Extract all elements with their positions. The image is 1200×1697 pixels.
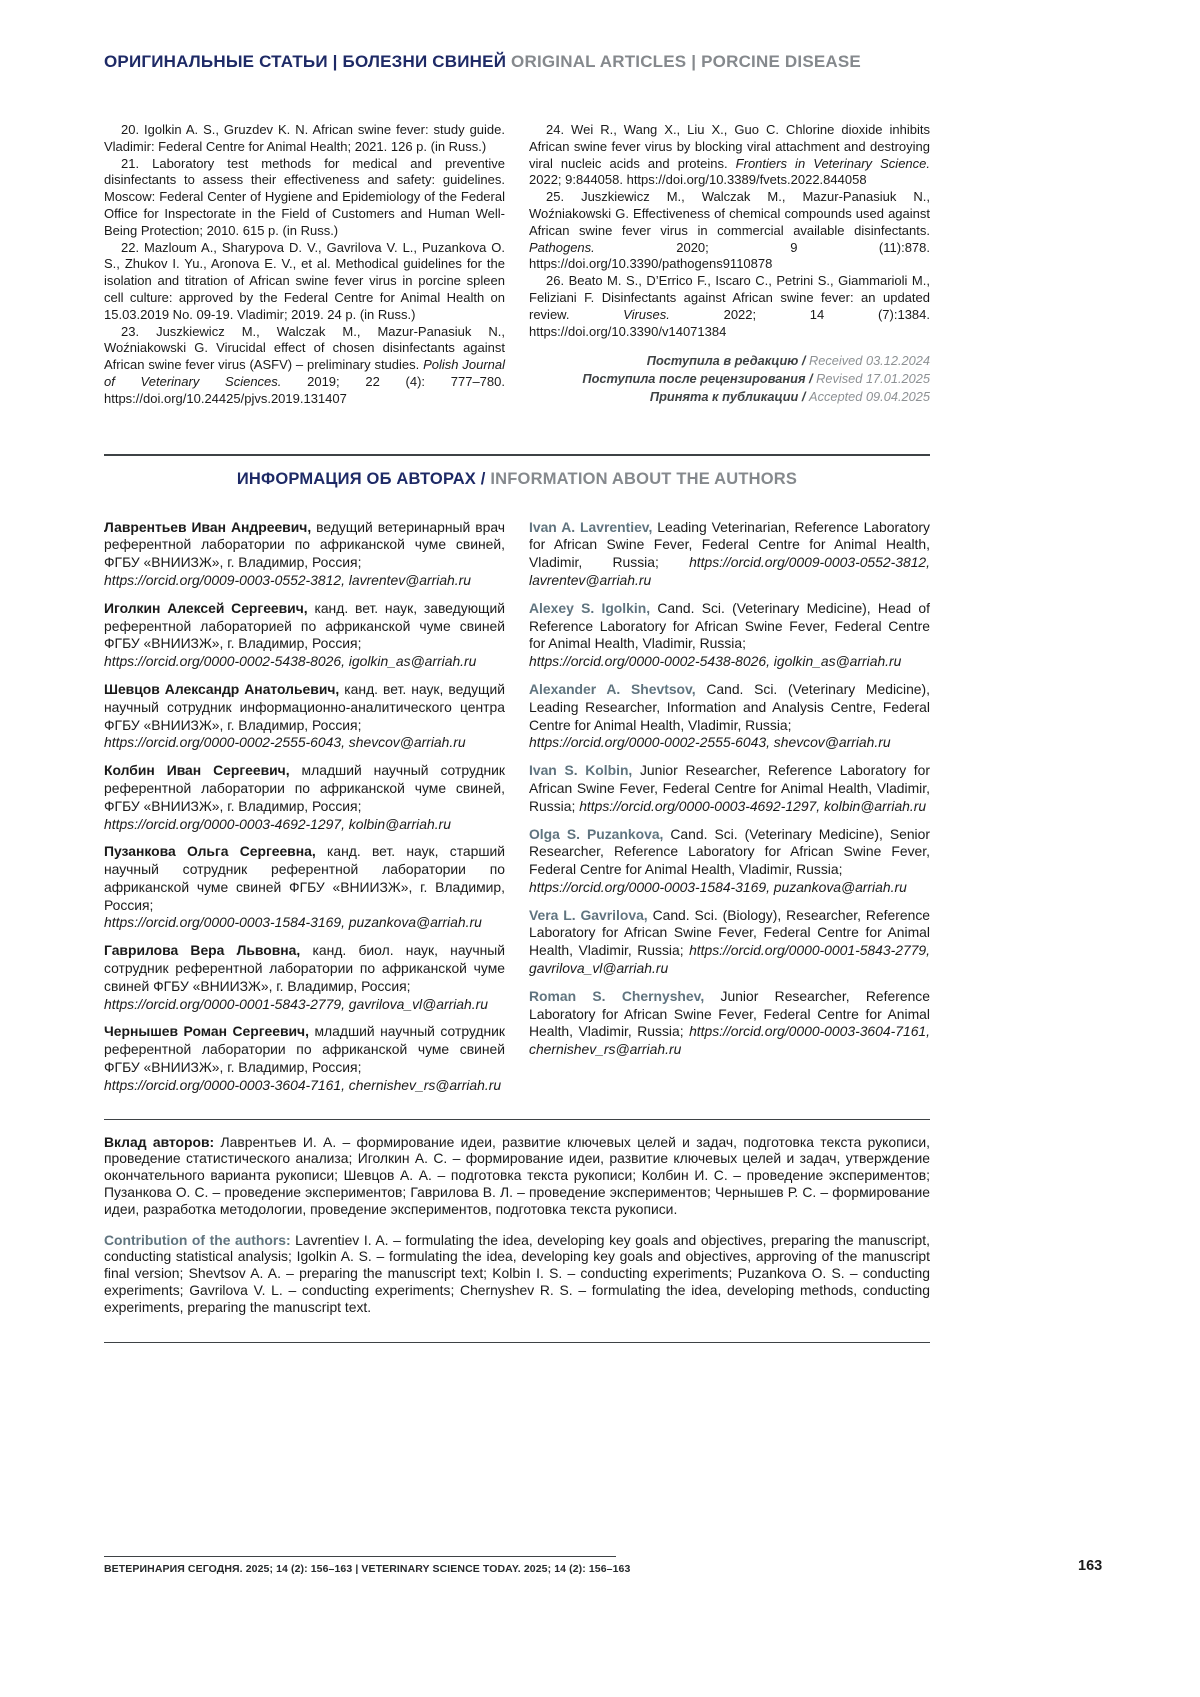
running-head: [104, 52, 930, 72]
orcid-email-link[interactable]: https://orcid.org/0000-0001-5843-2779, gavrilova_vl@arriah.ru: [104, 995, 488, 1012]
reference-item: 22. Mazloum A., Sharypova D. V., Gavrilova V. L., Puzankova O. S., Zhukov I. Yu., Aronova E. V., et al. Methodical guidelines for the isolation and titration of African swine fever virus in porcine spleen cell culture: approved by the Federal Centre for Animal Health on 15.03.2019 No. 09-19. Vladimir; 2019. 24 p. (in Russ.): [104, 239, 505, 322]
orcid-email-link[interactable]: https://orcid.org/0000-0002-2555-6043, shevcov@arriah.ru: [529, 734, 891, 751]
orcid-email-link[interactable]: https://orcid.org/0000-0003-1584-3169, puzankova@arriah.ru: [529, 878, 907, 895]
orcid-email-link[interactable]: https://orcid.org/0000-0003-3604-7161, chernishev_rs@arriah.ru: [529, 1023, 930, 1058]
author-entry: Иголкин Алексей Сергеевич, канд. вет. наук, заведующий референтной лабораторией по африканской чуме свиней ФГБУ «ВНИИЗЖ», г. Владимир, Россия; https://orcid.org/0000-0002-5438-8026, igolkin_as@arriah.ru: [104, 599, 505, 670]
date-accepted: Принята к публикации / Accepted 09.04.2025: [649, 389, 930, 405]
submission-dates: [529, 352, 930, 406]
orcid-email-link[interactable]: https://orcid.org/0009-0003-0552-3812, lavrentev@arriah.ru: [104, 571, 471, 588]
author-entry: Лаврентьев Иван Андреевич, ведущий ветеринарный врач референтной лаборатории по африканской чуме свиней, ФГБУ «ВНИИЗЖ», г. Владимир, Россия; https://orcid.org/0009-0003-0552-3812, lavrentev@arriah.ru: [104, 518, 505, 588]
authors-column-en: [529, 519, 930, 1105]
author-entry: Olga S. Puzankova, Cand. Sci. (Veterinary Medicine), Senior Researcher, Reference Laboratory for African Swine Fever, Federal Centre for Animal Health, Vladimir, Russia; https://orcid.org/0000-0003-1584-3169, puzankova@arriah.ru: [529, 825, 930, 895]
divider-above-contribution: [104, 1119, 930, 1120]
author-entry: Alexey S. Igolkin, Cand. Sci. (Veterinary Medicine), Head of Reference Laboratory for African Swine Fever, Federal Centre for Animal Health, Vladimir, Russia; https://orcid.org/0000-0002-5438-8026, igolkin_as@arriah.ru: [529, 599, 930, 670]
reference-item: 20. Igolkin A. S., Gruzdev K. N. African swine fever: study guide. Vladimir: Federal Centre for Animal Health; 2021. 126 p. (in Russ.): [104, 122, 505, 154]
contribution-paragraph-ru: Вклад авторов: Лаврентьев И. А. – формирование идеи, развитие ключевых целей и задач, подготовка текста рукописи, проведение статистического анализа; Иголкин А. С. – формирование идеи, развитие ключевых целей и задач, утверждение окончательного варианта рукописи; Шевцов А. А. – подготовка текста рукописи; Колбин И. С. – проведение экспериментов; Пузанкова О. С. – проведение экспериментов; Гаврилова В. Л. – проведение экспериментов; Чернышев Р. С. – формирование идеи, разработка методологии, проведение экспериментов, подготовка текста рукописи.: [104, 1133, 930, 1217]
author-entry: Колбин Иван Сергеевич, младший научный сотрудник референтной лаборатории по африканской чуме свиней, ФГБУ «ВНИИЗЖ», г. Владимир, Россия; https://orcid.org/0000-0003-4692-1297, kolbin@arriah.ru: [104, 762, 505, 832]
reference-item: 21. Laboratory test methods for medical and preventive disinfectants to assess their effectiveness and safety: guidelines. Moscow: Federal Center of Hygiene and Epidemiology of the Federal Office for Inspectorate in the Field of Customers and Human Well-Being Protection; 2010. 615 p. (in Russ.): [104, 155, 505, 238]
journal-footer: ВЕТЕРИНАРИЯ СЕГОДНЯ. 2025; 14 (2): 156–163 | VETERINARY SCIENCE TODAY. 2025; 14 (2): 156–163: [104, 1563, 631, 1575]
author-entry: Чернышев Роман Сергеевич, младший научный сотрудник референтной лаборатории по африканской чуме свиней ФГБУ «ВНИИЗЖ», г. Владимир, Россия; https://orcid.org/0000-0003-3604-7161, chernishev_rs@arriah.ru: [104, 1023, 505, 1093]
divider-below-contribution: [104, 1342, 930, 1343]
authors-info: [104, 519, 930, 1105]
references-right-column: [529, 122, 930, 408]
orcid-email-link[interactable]: https://orcid.org/0000-0002-5438-8026, igolkin_as@arriah.ru: [104, 653, 477, 670]
orcid-email-link[interactable]: https://orcid.org/0000-0002-5438-8026, igolkin_as@arriah.ru: [529, 653, 902, 670]
divider-above-authors: [104, 454, 930, 456]
author-entry: Ivan A. Lavrentiev, Leading Veterinarian, Reference Laboratory for African Swine Fever, Federal Centre for Animal Health, Vladimir, Russia; https://orcid.org/0009-0003-0552-3812, lavrentev@arriah.ru: [529, 518, 930, 588]
reference-item: 26. Beato M. S., D’Errico F., Iscaro C., Petrini S., Giammarioli M., Feliziani F. Disinfectants against African swine fever: an updated review. Viruses. 2022; 14 (7):1384. https://doi.org/10.3390/v14071384: [529, 273, 930, 339]
date-received: Поступила в редакцию / Received 03.12.2024: [646, 353, 930, 369]
orcid-email-link[interactable]: https://orcid.org/0000-0003-4692-1297, kolbin@arriah.ru: [579, 797, 927, 814]
authors-column-ru: [104, 519, 505, 1105]
author-entry: Alexander A. Shevtsov, Cand. Sci. (Veterinary Medicine), Leading Researcher, Information and Analysis Centre, Federal Centre for Animal Health, Vladimir, Russia; https://orcid.org/0000-0002-2555-6043, shevcov@arriah.ru: [529, 680, 930, 751]
contribution-label-ru: Вклад авторов:: [104, 1133, 215, 1150]
authors-section-title: ИНФОРМАЦИЯ ОБ АВТОРАХ / INFORMATION ABOUT THE AUTHORS: [236, 469, 798, 488]
author-entry: Vera L. Gavrilova, Cand. Sci. (Biology), Researcher, Reference Laboratory for African Swine Fever, Federal Centre for Animal Health, Vladimir, Russia; https://orcid.org/0000-0001-5843-2779, gavrilova_vl@arriah.ru: [529, 906, 931, 977]
contribution-paragraph-en: Contribution of the authors: Lavrentiev I. A. – formulating the idea, developing key goals and objectives, preparing the manuscript, conducting statistical analysis; Igolkin A. S. – formulating the idea, developing key goals and objectives, approving of the manuscript final version; Shevtsov A. A. – preparing the manuscript text; Kolbin I. S. – conducting experiments; Puzankova O. S. – conducting experiments; Gavrilova V. L. – conducting experiments; Chernyshev R. S. – formulating the idea, developing methods, conducting experiments, preparing the manuscript text.: [104, 1231, 930, 1315]
reference-item: 24. Wei R., Wang X., Liu X., Guo C. Chlorine dioxide inhibits African swine fever virus by blocking viral attachment and destroying viral nucleic acids and proteins. Frontiers in Veterinary Science. 2022; 9:844058. https://doi.org/10.3389/fvets.2022.844058: [529, 122, 930, 188]
running-head-ru: ОРИГИНАЛЬНЫЕ СТАТЬИ | БОЛЕЗНИ СВИНЕЙ: [104, 52, 512, 71]
reference-item: 23. Juszkiewicz M., Walczak M., Mazur-Panasiuk N., Woźniakowski G. Virucidal effect of chosen disinfectants against African swine fever virus (ASFV) – preliminary studies. Polish Journal of Veterinary Sciences. 2019; 22 (4): 777–780. https://doi.org/10.24425/pjvs.2019.131407: [104, 323, 506, 406]
author-entry: Ivan S. Kolbin, Junior Researcher, Reference Laboratory for African Swine Fever, Federal Centre for Animal Health, Vladimir, Russia; https://orcid.org/0000-0003-4692-1297, kolbin@arriah.ru: [529, 762, 930, 814]
references-section: [104, 122, 930, 408]
author-entry: Гаврилова Вера Львовна, канд. биол. наук, научный сотрудник референтной лаборатории по африканской чуме свиней ФГБУ «ВНИИЗЖ», г. Владимир, Россия; https://orcid.org/0000-0001-5843-2779, gavrilova_vl@arriah.ru: [104, 942, 505, 1012]
page-number: 163: [1078, 1558, 1103, 1574]
orcid-email-link[interactable]: https://orcid.org/0000-0002-2555-6043, shevcov@arriah.ru: [104, 734, 466, 751]
running-head-en: ORIGINAL ARTICLES | PORCINE DISEASE: [511, 52, 861, 71]
reference-item: 25. Juszkiewicz M., Walczak M., Mazur-Panasiuk N., Woźniakowski G. Effectiveness of chemical compounds used against African swine fever virus in commercial available disinfectants. Pathogens. 2020; 9 (11):878. https://doi.org/10.3390/pathogens9110878: [529, 189, 930, 272]
orcid-email-link[interactable]: https://orcid.org/0000-0003-1584-3169, puzankova@arriah.ru: [104, 914, 482, 931]
page-content: [104, 0, 930, 1343]
author-entry: Roman S. Chernyshev, Junior Researcher, Reference Laboratory for African Swine Fever, Federal Centre for Animal Health, Vladimir, Russia; https://orcid.org/0000-0003-3604-7161, chernishev_rs@arriah.ru: [529, 987, 930, 1058]
author-entry: Шевцов Александр Анатольевич, канд. вет. наук, ведущий научный сотрудник информационно-аналитического центра ФГБУ «ВНИИЗЖ», г. Владимир, Россия; https://orcid.org/0000-0002-2555-6043, shevcov@arriah.ru: [104, 680, 505, 751]
orcid-email-link[interactable]: https://orcid.org/0009-0003-0552-3812, lavrentev@arriah.ru: [529, 554, 930, 588]
references-left-column: [104, 122, 505, 408]
orcid-email-link[interactable]: https://orcid.org/0000-0003-4692-1297, kolbin@arriah.ru: [104, 815, 451, 832]
orcid-email-link[interactable]: https://orcid.org/0000-0001-5843-2779, gavrilova_vl@arriah.ru: [529, 942, 930, 977]
date-revised: Поступила после рецензирования / Revised 17.01.2025: [582, 371, 930, 387]
orcid-email-link[interactable]: https://orcid.org/0000-0003-3604-7161, chernishev_rs@arriah.ru: [104, 1076, 502, 1093]
contribution-label-en: Contribution of the authors:: [104, 1231, 291, 1248]
author-entry: Пузанкова Ольга Сергеевна, канд. вет. наук, старший научный сотрудник референтной лаборатории по африканской чуме свиней ФГБУ «ВНИИЗЖ», г. Владимир, Россия; https://orcid.org/0000-0003-1584-3169, puzankova@arriah.ru: [104, 843, 506, 931]
footer-rule: [104, 1556, 616, 1557]
